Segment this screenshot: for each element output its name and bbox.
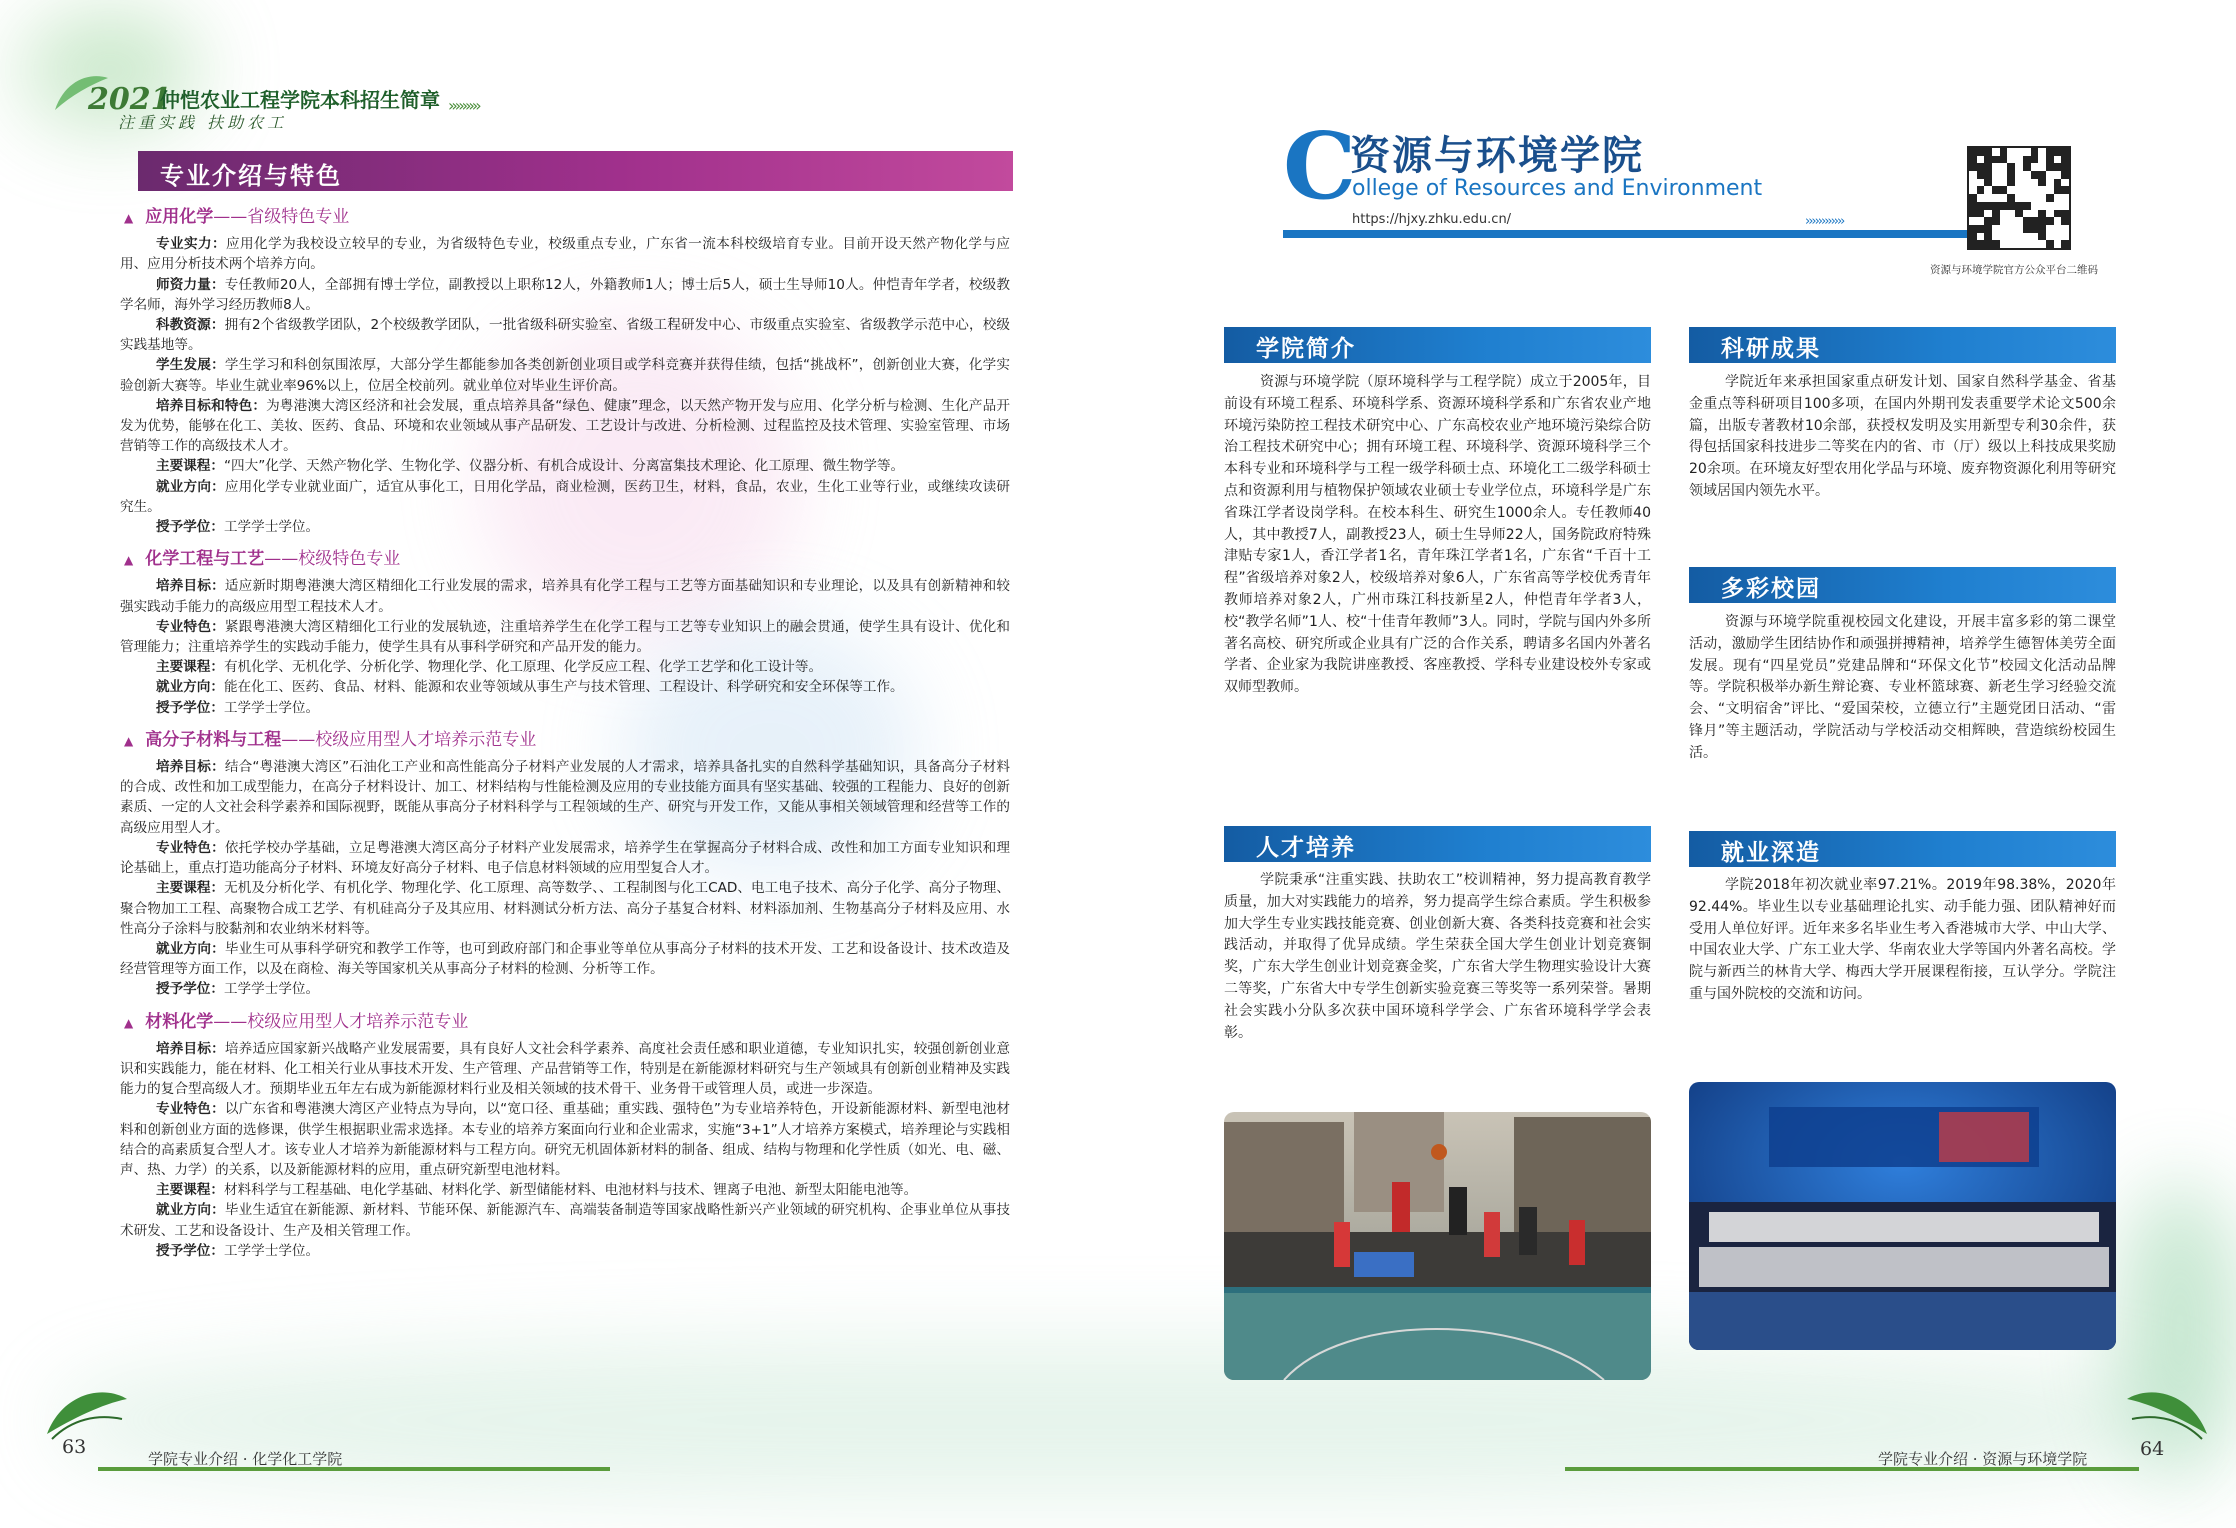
triangle-bullet-icon: ▲ — [124, 1015, 134, 1030]
major-paragraph — [120, 677, 1010, 697]
major-title — [120, 730, 1010, 751]
paragraph-label: 专业特色： — [156, 1101, 225, 1118]
majors-list — [120, 203, 1010, 1273]
header-chevrons-icon: ››››››››› — [448, 96, 479, 115]
section-text-campus: 资源与环境学院重视校园文化建设，开展丰富多彩的第二课堂活动，激励学生团结协作和顽强拼搏精神，培养学生德智体美劳全面发展。现有“四星党员”党建品牌和“环保文化节”校园文化活动品牌等。学院积极举办新生辩论赛、专业杯篮球赛、新老生学习经验交流会、“文明宿舍”评比、“爱国荣校，立德立行”主题党团日活动、“雷锋月”等主题活动，学院活动与学校活动交相辉映，营造缤纷校园生活。 — [1689, 614, 2116, 761]
paragraph-label: 就业方向： — [156, 940, 225, 957]
paragraph-text: 工学学士学位。 — [223, 519, 320, 536]
header-year: 2021 — [88, 82, 172, 117]
major-paragraph — [120, 576, 1010, 616]
paragraph-label: 授予学位： — [156, 981, 224, 998]
paragraph-text: 工学学士学位。 — [223, 1242, 320, 1259]
paragraph-text: 拥有2个省级教学团队，2个校级教学团队，一批省级科研实验室、省级工程研发中心、市级重点实验室、省级教学示范中心，校级实践基地等。 — [120, 317, 1011, 354]
major-tag: ——省级特色专业 — [213, 207, 350, 227]
major-paragraph — [120, 234, 1010, 274]
paragraph-label: 培养目标： — [156, 578, 225, 595]
major-paragraph — [120, 315, 1010, 355]
major-paragraph — [120, 838, 1010, 878]
major-paragraph — [120, 1241, 1010, 1261]
paragraph-text: 培养适应国家新兴战略产业发展需要，具有良好人文社会科学素养、高度社会责任感和职业道德，专业知识扎实，较强创新创业意识和实践能力，能在材料、化工相关行业从事技术开发、生产管理、产品营销等工作，特别是在新能源材料研究与生产领域具有创新创业精神及实践能力的复合型高级人才。预期毕业五年左右成为新能源材料行业及相关领域的技术骨干、业务骨干或管理人员，或进一步深造。 — [120, 1040, 1011, 1098]
major-paragraph — [120, 878, 1010, 939]
section-text-research: 学院近年来承担国家重点研发计划、国家自然科学基金、省基金重点等科研项目100多项，在国内外期刊发表重要学术论文500余篇，出版专著教材10余部，获授权发明及实用新型专利30余件，获得包括国家科技进步二等奖在内的省、市（厅）级以上科技成果奖励20余项。在环境友好型农用化学品与环境、废弃物资源化利用等研究领域居国内领先水平。 — [1689, 374, 2116, 499]
basketball-game-photo — [1224, 1112, 1651, 1380]
major-paragraph — [120, 1200, 1010, 1240]
section-title-employment: 就业深造 — [1689, 831, 2116, 867]
major-name: 化学工程与工艺 — [145, 549, 265, 570]
paragraph-label: 主要课程： — [156, 458, 224, 475]
paragraph-text: 依托学校办学基础，立足粤港澳大湾区高分子材料产业发展需求，培养学生在掌握高分子材料合成、改性和加工方面专业知识和理论基础上，重点打造功能高分子材料、环境友好高分子材料、电子信息材料领域的应用型复合人才。 — [120, 839, 1011, 877]
footer-text-right: 学院专业介绍 · 资源与环境学院 — [1878, 1450, 2088, 1468]
triangle-bullet-icon: ▲ — [124, 553, 134, 568]
paragraph-text: 应用化学专业就业面广，适宜从事化工，日用化学品，商业检测，医药卫生，材料，食品，农业，生化工业等行业，或继续攻读研究生。 — [120, 478, 1011, 515]
paragraph-text: 结合“粤港澳大湾区”石油化工产业和高性能高分子材料产业发展的人才需求，培养具备扎实的自然科学基础知识，具备高分子材料的合成、改性和加工成型能力，在高分子材料设计、加工、材料结构与性能检测及应用的专业技能方面具有坚实基础、较强的工程能力、良好的创新素质、一定的人文社会科学素养和国际视野，既能从事高分子材料科学与工程领域的生产、研究与开发工作，又能从事相关领域管理和经营等工作的高级应用型人才。 — [120, 759, 1010, 836]
paragraph-text: 适应新时期粤港澳大湾区精细化工行业发展的需求，培养具有化学工程与工艺等方面基础知识和专业理论，以及具有创新精神和较强实践动手能力的高级应用型工程技术人才。 — [120, 578, 1011, 615]
paragraph-text: 能在化工、医药、食品、材料、能源和农业等领域从事生产与技术管理、工程设计、科学研究和安全环保等工作。 — [223, 679, 904, 696]
paragraph-label: 科教资源： — [156, 317, 225, 334]
college-url-link[interactable]: https://hjxy.zhku.edu.cn/ — [1352, 212, 1512, 227]
paragraph-label: 授予学位： — [156, 699, 224, 716]
paragraph-text: “四大”化学、天然产物化学、生物化学、仪器分析、有机合成设计、分离富集技术理论、化工原理、微生物学等。 — [223, 458, 905, 475]
paragraph-label: 学生发展： — [156, 357, 225, 374]
triangle-bullet-icon: ▲ — [124, 211, 134, 225]
paragraph-label: 专业特色： — [156, 839, 225, 856]
page-number-right: 64 — [2140, 1438, 2165, 1460]
major-tag: ——校级应用型人才培养示范专业 — [281, 729, 537, 750]
college-name-english-rest: ollege of Resources and Environment — [1352, 176, 1763, 201]
section-text-intro: 资源与环境学院（原环境科学与工程学院）成立于2005年，目前设有环境工程系、环境科学系、资源环境科学系和广东省农业产地环境污染防控工程技术研究中心、广东高校农业产地环境污染综合防治工程技术研究中心；拥有环境工程、环境科学、资源环境科学三个本科专业和环境科学与工程一级学科硕士点、环境化工二级学科硕士点和资源利用与植物保护领域农业硕士专业学位点，环境科学是广东省珠江学者设岗学科。在校本科生、研究生1000余人。专任教师40人，其中教授7人，副教授23人，硕士生导师22人，国务院政府特殊津贴专家1人，香江学者1名，青年珠江学者1名，广东省“千百十工程”省级培养对象2人，校级培养对象6人，广东省高等学校优秀青年教师培养对象2人，广州市珠江科技新星2人，仲恺青年学者3人，校“教学名师”1人、校“十佳青年教师”3人。同时，学院与国内外多所著名高校、研究所或企业具有广泛的合作关系，聘请多名国内外著名学者、企业家为我院讲座教授、客座教授、学科专业建设校外专家或双师型教师。 — [1224, 374, 1651, 696]
qr-code-icon[interactable] — [1967, 146, 2071, 250]
group-photo-stage — [1689, 1082, 2116, 1350]
paragraph-label: 授予学位： — [156, 1242, 224, 1259]
footer-text-left: 学院专业介绍 · 化学化工学院 — [148, 1450, 343, 1468]
leaf-decoration-top-icon — [50, 70, 110, 120]
title-chevrons-icon: ›››››››››››› — [1805, 214, 1844, 229]
paragraph-text: 为粤港澳大湾区经济和社会发展，重点培养具备“绿色、健康”理念，以天然产物开发与应用、化学分析与检测、生化产品开发为优势，能够在化工、美妆、医药、食品、环境和农业领域从事产品研发、工艺设计与改进、分析检测、过程监控及技术管理、实验室管理、市场营销等工作的高级技术人才。 — [120, 397, 1010, 455]
major-paragraph — [120, 1099, 1010, 1180]
college-logo-letter: C — [1283, 112, 1357, 220]
section-title-majors: 专业介绍与特色 — [138, 151, 1013, 191]
paragraph-text: 工学学士学位。 — [223, 699, 320, 716]
paragraph-label: 就业方向： — [156, 478, 225, 495]
major-title — [120, 1012, 1010, 1033]
section-title-campus: 多彩校园 — [1689, 567, 2116, 603]
major-name: 应用化学 — [145, 207, 214, 227]
paragraph-text: 学生学习和科创氛围浓厚，大部分学生都能参加各类创新创业项目或学科竞赛并获得佳绩，包括“挑战杯”，创新创业大赛，化学实验创新大赛等。毕业生就业率96%以上，位居全校前列。就业单位对毕业生评价高。 — [120, 357, 1010, 394]
major-title — [120, 549, 1010, 570]
paragraph-text: 无机及分析化学、有机化学、物理化学、化工原理、高等数学、、工程制图与化工CAD、电工电子技术、高分子化学、高分子物理、聚合物加工工程、高聚物合成工艺学、有机硅高分子及其应用、材料测试分析方法、高分子基复合材料、材料添加剂、生物基高分子材料及应用、水性高分子涂料与胶黏剂和农业纳米材料等。 — [120, 880, 1010, 937]
major-paragraph — [120, 1180, 1010, 1200]
paragraph-label: 就业方向： — [156, 1202, 225, 1219]
major-paragraph — [120, 698, 1010, 718]
college-name-chinese: 资源与环境学院 — [1350, 133, 1644, 179]
paragraph-text: 毕业生适宜在新能源、新材料、节能环保、新能源汽车、高端装备制造等国家战略性新兴产业领域的研究机构、企事业单位从事技术研发、工艺和设备设计、生产及相关管理工作。 — [120, 1202, 1011, 1239]
paragraph-text: 材料科学与工程基础、电化学基础、材料化学、新型储能材料、电池材料与技术、锂离子电池、新型太阳能电池等。 — [223, 1182, 918, 1199]
section-title-research: 科研成果 — [1689, 327, 2116, 363]
paragraph-label: 就业方向： — [156, 679, 224, 696]
paragraph-text: 工学学士学位。 — [223, 981, 320, 998]
major-paragraph — [120, 657, 1010, 677]
major-paragraph — [120, 396, 1010, 457]
paragraph-label: 培养目标： — [156, 1040, 225, 1057]
major-paragraph — [120, 456, 1010, 476]
major-paragraph — [120, 517, 1010, 537]
paragraph-label: 授予学位： — [156, 519, 224, 536]
paragraph-label: 主要课程： — [156, 880, 225, 897]
major-paragraph — [120, 355, 1010, 395]
paragraph-label: 专业特色： — [156, 618, 225, 635]
paragraph-label: 师资力量： — [156, 276, 225, 293]
paragraph-text: 有机化学、无机化学、分析化学、物理化学、化工原理、化学反应工程、化学工艺学和化工设计等。 — [223, 659, 823, 676]
paragraph-text: 专任教师20人，全部拥有博士学位，副教授以上职称12人，外籍教师1人；博士后5人，硕士生导师10人。仲恺青年学者，校级教学名师，海外学习经历教师8人。 — [120, 276, 1011, 313]
paragraph-label: 主要课程： — [156, 659, 224, 676]
major-block — [120, 549, 1010, 718]
triangle-bullet-icon: ▲ — [124, 733, 134, 748]
paragraph-label: 培养目标： — [156, 759, 225, 776]
major-paragraph — [120, 477, 1010, 517]
college-name-english — [1352, 176, 1762, 201]
decorative-wash-green-bottom — [60, 1340, 2180, 1500]
major-paragraph — [120, 757, 1010, 838]
major-name: 高分子材料与工程 — [145, 729, 282, 750]
paragraph-text: 应用化学为我校设立较早的专业，为省级特色专业，校级重点专业，广东省一流本科校级培育专业。目前开设天然产物化学与应用、应用分析技术两个培养方向。 — [120, 236, 1011, 273]
major-name: 材料化学 — [145, 1011, 214, 1032]
paragraph-label: 主要课程： — [156, 1182, 224, 1199]
major-tag: ——校级应用型人才培养示范专业 — [213, 1011, 469, 1032]
leaf-decoration-left-icon — [42, 1384, 132, 1444]
major-block — [120, 207, 1010, 537]
section-title-intro: 学院简介 — [1224, 327, 1651, 363]
major-tag: ——校级特色专业 — [264, 549, 401, 570]
paragraph-text: 以广东省和粤港澳大湾区产业特点为导向，以“宽口径、重基础；重实践、强特色”为专业培养特色，开设新能源材料、新型电池材料和创新创业方面的选修课，供学生根据职业需求选择。本专业的培养方案面向行业和企业需求，实施“3+1”人才培养方案模式，培养理论与实践相结合的高素质复合型人才。该专业人才培养为新能源材料与工程方向。研究无机固体新材料的制备、组成、结构与物理和化学性质（如光、电、磁、声、热、力学）的关系，以及新能源材料的应用，重点研究新型电池材料。 — [120, 1101, 1010, 1178]
paragraph-label: 专业实力： — [156, 236, 227, 253]
brochure-title: 仲恺农业工程学院本科招生简章 — [160, 88, 440, 112]
paragraph-text: 紧跟粤港澳大湾区精细化工行业的发展轨迹，注重培养学生在化学工程与工艺等专业知识上的融会贯通，使学生具有设计、优化和管理能力；注重培养学生的实践动手能力，使学生具有从事科学研究和产品开发的能力。 — [120, 618, 1011, 656]
section-text-talent: 学院秉承“注重实践、扶助农工”校训精神，努力提高教育教学质量，加大对实践能力的培养，努力提高学生综合素质。学生积极参加大学生专业实践技能竞赛、创业创新大赛、各类科技竞赛和社会实践活动，并取得了优异成绩。学生荣获全国大学生创业计划竞赛铜奖，广东大学生创业计划竞赛金奖，广东省大学生物理实验设计大赛二等奖，广东省大中专学生创新实验竞赛三等奖等一系列荣誉。暑期社会实践小分队多次获中国环境科学学会、广东省环境科学学会表彰。 — [1224, 872, 1651, 1041]
major-block — [120, 730, 1010, 1000]
qr-code-caption: 资源与环境学院官方公众平台二维码 — [1930, 264, 2098, 276]
page-number-left: 63 — [62, 1436, 87, 1458]
major-paragraph — [120, 939, 1010, 979]
major-block — [120, 1012, 1010, 1261]
major-paragraph — [120, 979, 1010, 999]
section-title-talent: 人才培养 — [1224, 826, 1651, 862]
paragraph-label: 培养目标和特色： — [156, 397, 267, 414]
major-title — [120, 207, 1010, 228]
major-paragraph — [120, 1039, 1010, 1100]
title-underline-bar — [1283, 230, 1983, 238]
leaf-decoration-right-icon — [2122, 1384, 2212, 1444]
paragraph-text: 毕业生可从事科学研究和教学工作等，也可到政府部门和企事业等单位从事高分子材料的技术开发、工艺和设备设计、技术改造及经营管理等方面工作，以及在商检、海关等国家机关从事高分子材料的检测、分析等工作。 — [120, 940, 1011, 978]
major-paragraph — [120, 275, 1010, 315]
section-text-employment: 学院2018年初次就业率97.21%。2019年98.38%，2020年92.44%。毕业生以专业基础理论扎实、动手能力强、团队精神好而受用人单位好评。近年来多名毕业生考入香港城市大学、中山大学、中国农业大学、广东工业大学、华南农业大学等国内外著名高校。学院与新西兰的林肯大学、梅西大学开展课程衔接，互认学分。学院注重与国外院校的交流和访问。 — [1689, 877, 2116, 1002]
major-paragraph — [120, 617, 1010, 657]
school-motto: 注重实践 扶助农工 — [118, 113, 288, 132]
